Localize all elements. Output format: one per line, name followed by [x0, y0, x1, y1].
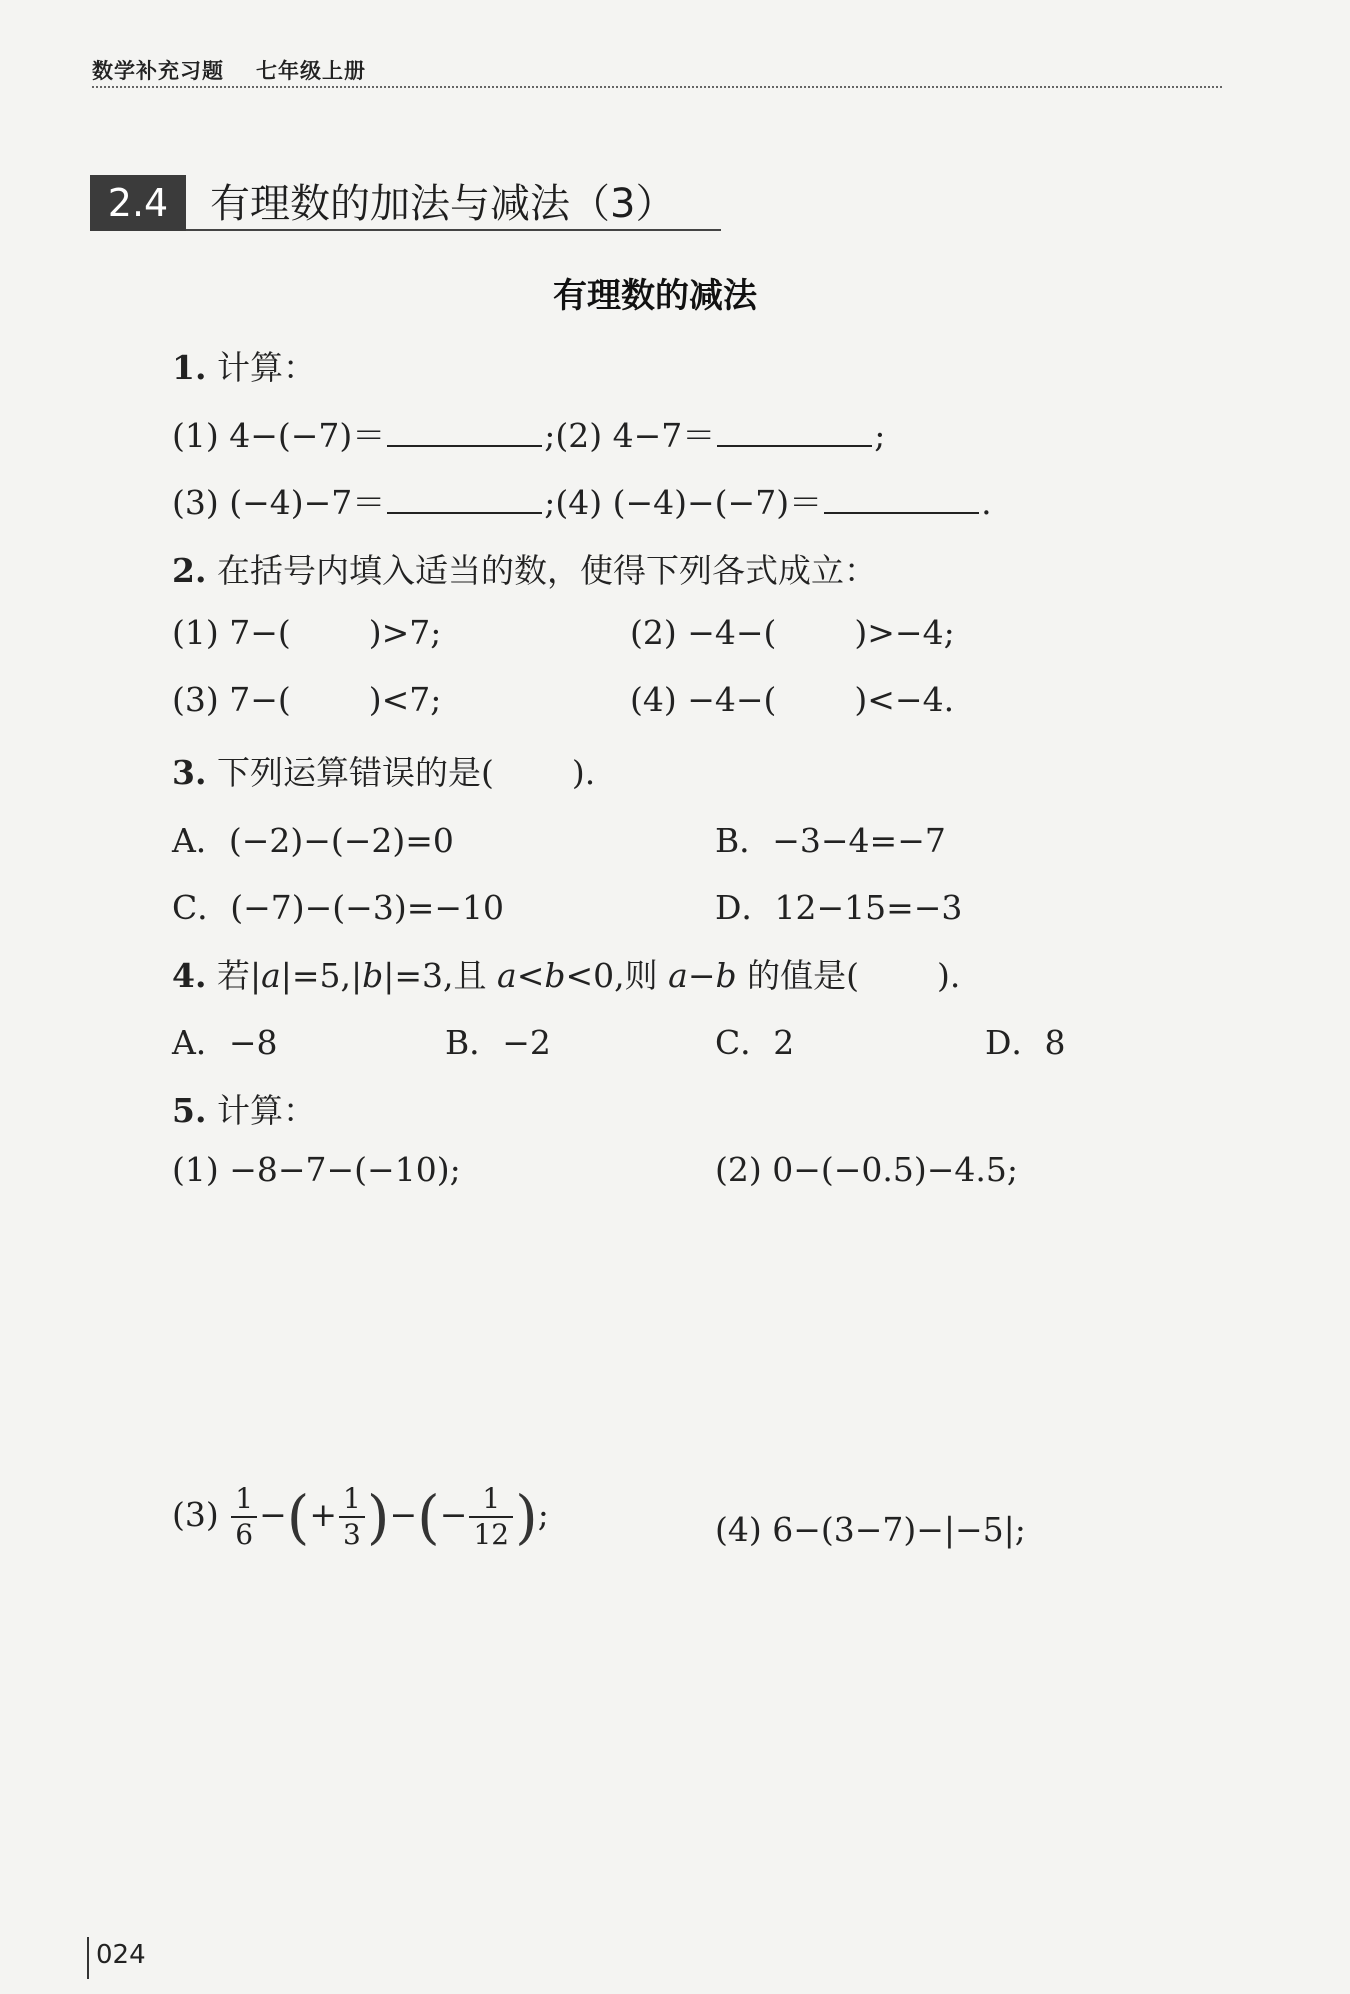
q2-stem-text: 在括号内填入适当的数，使得下列各式成立：: [216, 551, 877, 590]
fraction-numerator: 1: [469, 1482, 513, 1518]
q2-part3-left: (3) 7−(: [172, 680, 291, 719]
q3-option-c: C．(−7)−(−3)=−10: [172, 888, 504, 927]
q1-number: 1.: [172, 348, 207, 387]
section-title: 有理数的加法与减法（3）: [210, 181, 676, 227]
book-title: 数学补充习题: [92, 59, 224, 83]
running-head: [92, 55, 366, 85]
fraction-one-sixth: [231, 1482, 257, 1552]
q4-text-8: ).: [936, 956, 961, 995]
q4-text-4: <: [516, 956, 545, 995]
q1-row1-end: ;: [874, 416, 886, 455]
fraction-one-third: [339, 1482, 365, 1552]
header-divider: [92, 86, 1222, 88]
fraction-denominator: 12: [473, 1518, 510, 1551]
q5-part2: (2) 0−(−0.5)−4.5;: [715, 1150, 1019, 1189]
section-number: 2.4: [90, 175, 186, 231]
q1-blank-3[interactable]: [387, 484, 542, 514]
q4-var-a: a: [668, 956, 688, 995]
q3-stem-end: ).: [571, 753, 596, 792]
minus-sign: −: [439, 1495, 468, 1534]
q3-option-b: B．−3−4=−7: [715, 821, 946, 860]
q2-part2-right: )>−4;: [854, 613, 955, 652]
q2-stem: [172, 545, 877, 592]
minus-sign: −: [259, 1495, 287, 1534]
q4-var-b: b: [362, 956, 384, 995]
q2-part4: [630, 680, 954, 719]
q1-stem-text: 计算：: [216, 348, 316, 387]
q2-part2: [630, 613, 955, 652]
q4-option-b: B．−2: [445, 1023, 551, 1062]
q2-part1-left: (1) 7−(: [172, 613, 291, 652]
minus-sign: −: [389, 1495, 418, 1534]
q3-number: 3.: [172, 753, 207, 792]
fraction-numerator: 1: [339, 1482, 365, 1518]
fraction-numerator: 1: [231, 1482, 257, 1518]
q4-stem: [172, 950, 960, 997]
q3-stem-text: 下列运算错误的是(: [216, 753, 494, 792]
page-number-bar: [87, 1937, 89, 1979]
q4-var-b: b: [544, 956, 566, 995]
q5-stem-text: 计算：: [216, 1091, 316, 1130]
q1-part1: (1) 4−(−7)＝: [172, 416, 386, 455]
q5-stem: [172, 1085, 316, 1132]
fraction-denominator: 6: [235, 1518, 254, 1551]
q4-var-a: a: [497, 956, 517, 995]
q1-blank-2[interactable]: [717, 417, 872, 447]
q2-part1-right: )>7;: [368, 613, 442, 652]
q2-part4-left: (4) −4−(: [630, 680, 777, 719]
q1-row2: [172, 477, 992, 524]
section-underline: [186, 229, 721, 231]
q3-option-a: A．(−2)−(−2)=0: [172, 821, 454, 860]
q4-text-5: <0,则: [565, 956, 669, 995]
fraction-denominator: 3: [343, 1518, 361, 1551]
q1-blank-4[interactable]: [824, 484, 979, 514]
q1-part2: ;(2) 4−7＝: [544, 416, 716, 455]
big-paren-close: ): [366, 1483, 390, 1551]
big-paren-open: (: [286, 1483, 310, 1551]
q4-option-a: A．−8: [172, 1023, 278, 1062]
plus-sign: +: [309, 1495, 338, 1534]
page-number: 024: [96, 1940, 146, 1970]
q2-part1: [172, 613, 441, 652]
q2-number: 2.: [172, 551, 207, 590]
q4-var-b: b: [715, 956, 737, 995]
q5-part1: (1) −8−7−(−10);: [172, 1150, 461, 1189]
q5-part3-end: ;: [537, 1495, 549, 1534]
q5-number: 5.: [172, 1091, 207, 1130]
q4-number: 4.: [172, 956, 207, 995]
q1-part4: ;(4) (−4)−(−7)＝: [544, 483, 823, 522]
q4-text-7: 的值是(: [736, 956, 859, 995]
q1-part3: (3) (−4)−7＝: [172, 483, 386, 522]
q4-option-c: C．2: [715, 1023, 795, 1062]
q3-stem: [172, 747, 595, 794]
q4-option-d: D．8: [985, 1023, 1066, 1062]
big-paren-open: (: [417, 1483, 440, 1551]
q1-stem: [172, 342, 316, 389]
q1-row2-end: .: [981, 483, 992, 522]
q4-text-2: |=5,|: [280, 956, 363, 995]
q1-row1: [172, 410, 885, 457]
grade-label: 七年级上册: [256, 59, 366, 83]
q2-part2-left: (2) −4−(: [630, 613, 777, 652]
q2-part3: [172, 680, 441, 719]
q4-text-6: −: [687, 956, 716, 995]
fraction-one-twelfth: [469, 1482, 513, 1552]
q3-option-d: D．12−15=−3: [715, 888, 963, 927]
q4-text-3: |=3,且: [383, 956, 498, 995]
lesson-subtitle: 有理数的减法: [553, 276, 757, 316]
q1-blank-1[interactable]: [387, 417, 542, 447]
q4-text-1: 若|: [216, 956, 262, 995]
q2-part3-right: )<7;: [368, 680, 442, 719]
q2-part4-right: )<−4.: [854, 680, 955, 719]
q4-var-a: a: [261, 956, 281, 995]
q5-part3: [172, 1482, 549, 1552]
q5-part4: (4) 6−(3−7)−|−5|;: [715, 1510, 1026, 1549]
big-paren-close: ): [515, 1483, 538, 1551]
q5-part3-label: (3): [172, 1495, 219, 1534]
